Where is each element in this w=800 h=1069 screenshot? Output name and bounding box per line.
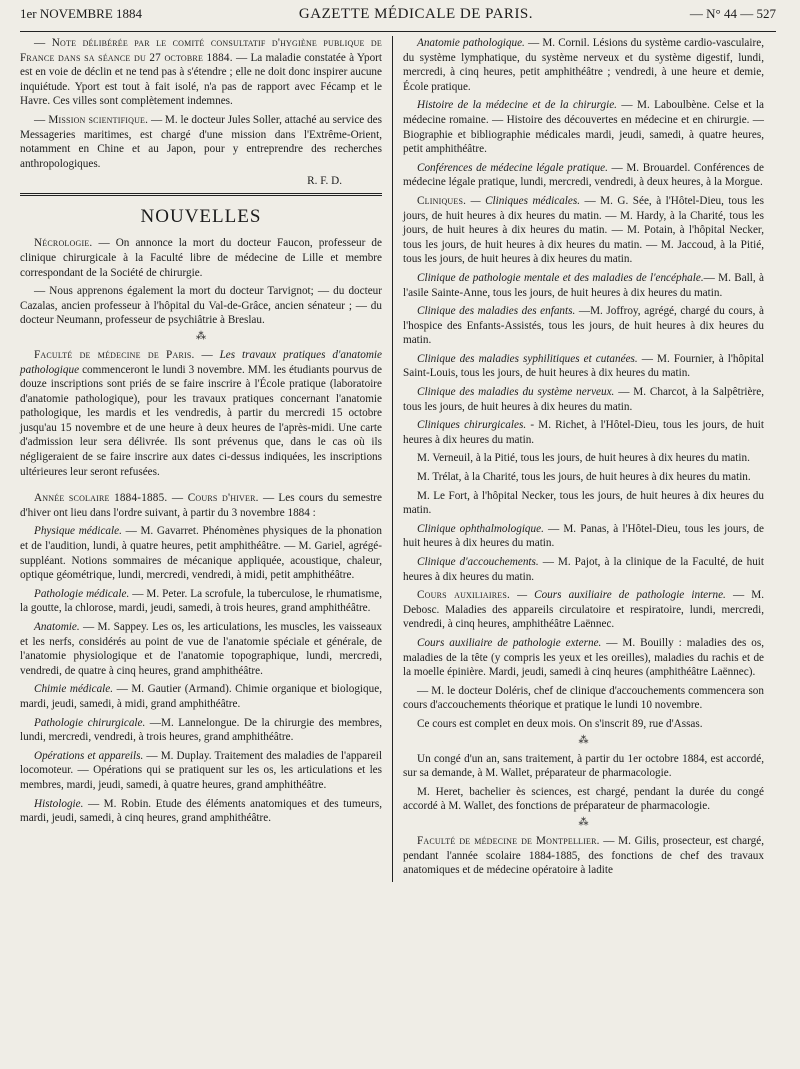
clinic-name: Clinique des maladies syphilitiques et cutanées. xyxy=(417,352,638,365)
clinic-name: Clinique d'accouchements. xyxy=(417,556,539,568)
course-complete-paragraph: Ce cours est complet en deux mois. On s'inscrit 89, rue d'Assas. xyxy=(417,717,703,730)
course-name: Anatomie pathologique. xyxy=(417,37,525,49)
doleris-paragraph: — M. le docteur Doléris, chef de clinique d'accouchements commencera son cours d'accouchements théorique et pratique le lundi 10 novembre. xyxy=(403,684,764,712)
note-lead: — Note délibérée par le comité consultatif d'hygiène publique de France dans sa séance du 27 octobre 1884. xyxy=(20,37,382,64)
course-name: Chimie médicale. xyxy=(34,683,114,696)
course-name: Pathologie médicale. xyxy=(34,587,130,600)
clinic-text: — M. Pajot, à la clinique de la Faculté, de huit heures à dix heures du matin. xyxy=(403,556,765,583)
auxiliary-lead: Cours auxiliaires. xyxy=(417,589,510,602)
course-text: —M. Lannelongue. De la chirurgie des membres, lundi, mercredi, vendredi, à trois heures, grand amphithéâtre. xyxy=(20,716,382,744)
cliniques-lead: Cliniques. xyxy=(417,194,467,207)
clinic-item xyxy=(403,418,764,447)
school-year-text: — Les cours du semestre d'hiver ont lieu dans l'ordre suivant, à partir du 3 novembre 1884 : xyxy=(20,492,382,519)
clinic-text: — M. Ball, à l'asile Sainte-Anne, tous les jours, de huit heures à dix heures du matin. xyxy=(403,271,764,299)
course-text: — M. Peter. La scrofule, la tuberculose, le rhumatisme, la goutte, la chlorose, mardi, jeudi, samedi, à trois heures, grand amphithéâtre. xyxy=(20,587,382,615)
clinic-name: Clinique ophthalmologique. xyxy=(417,522,544,535)
course-item xyxy=(403,36,764,94)
note-paragraph xyxy=(20,36,382,109)
surgeon-item: M. Trélat, à la Charité, tous les jours, de huit heures à dix heures du matin. xyxy=(417,471,751,484)
faculty-paris-italic: Les travaux pratiques d'anatomie pathologique xyxy=(20,348,382,376)
page-header xyxy=(20,6,776,32)
columns xyxy=(20,36,776,882)
clinic-item xyxy=(403,352,764,381)
course-name: Opérations et appareils. xyxy=(34,749,144,762)
course-name: Histoire de la médecine et de la chirurgie. xyxy=(417,99,617,112)
necrology-paragraph xyxy=(20,236,382,280)
faculty-paris-dash: — xyxy=(194,348,220,361)
course-text: — M. Robin. Etude des éléments anatomiques et des tumeurs, mardi, jeudi, samedi, à cinq heures, grand amphithéâtre. xyxy=(20,797,382,825)
clinic-item xyxy=(403,555,764,584)
course-item xyxy=(20,797,382,826)
header-title: GAZETTE MÉDICALE DE PARIS. xyxy=(298,6,534,22)
cliniques-text: — M. G. Sée, à l'Hôtel-Dieu, tous les jours, de huit heures à dix heures du matin. — M. Hardy, à la Charité, tous les jours, de huit heures à dix heures du matin. — M. Potain, à l'hôpital Necker, tous les jours, de huit heures à dix heures du matin. — M. Jaccoud, à la Pitié, tous les jours, de huit heures à dix heures du matin. xyxy=(403,194,764,266)
course-name: Histologie. xyxy=(34,797,84,810)
external-pathology-paragraph xyxy=(403,636,764,680)
clinic-name: Clinique des maladies des enfants. xyxy=(417,305,576,318)
course-text: — M. Brouardel. Conférences de médecine légale pratique, lundi, mercredi, vendredi, à deux heures, à la Morgue. xyxy=(403,161,764,189)
clinic-name: Cliniques chirurgicales. xyxy=(417,419,527,432)
mission-lead: — Mission scientifique. xyxy=(34,113,149,126)
clinic-text: — M. Panas, à l'Hôtel-Dieu, tous les jours, de huit heures à dix heures du matin. xyxy=(403,522,764,550)
mission-text: — M. le docteur Jules Soller, attaché au service des Messageries maritimes, est chargé d'une mission dans l'Extrême-Orient, notamment en Chine et au Japon, pour y entreprendre des recherches anthropologiques. xyxy=(20,113,382,170)
left-column xyxy=(20,36,392,882)
course-name: Conférences de médecine légale pratique. xyxy=(417,161,608,174)
clinic-item xyxy=(403,304,764,348)
clinic-name: Clinique des maladies du système nerveux. xyxy=(417,386,615,399)
surgeon-item: M. Verneuil, à la Pitié, tous les jours, de huit heures à dix heures du matin. xyxy=(417,452,750,465)
necrology-paragraph-2: — Nous apprenons également la mort du docteur Tarvignot; — du docteur Cazalas, ancien professeur à l'hôpital du Val-de-Grâce, ancien sénateur ; — du docteur Neumann, professeur de psychiâtrie à Breslau. xyxy=(20,285,382,327)
necrology-text: — On annonce la mort du docteur Faucon, professeur de clinique chirurgicale à la Faculté libre de médecine de Lille et membre correspondant de la Société de chirurgie. xyxy=(20,237,382,279)
course-item xyxy=(20,620,382,678)
faculty-paris-text: commenceront le lundi 3 novembre. MM. les étudiants pourvus de douze inscriptions sont priés de se faire inscrire à l'École pratique (laboratoire d'anatomie pathologique), pour les travaux pratiques concernant l'anatomie pathologique, les mardis et les vendredis, à partir du mercredi 15 octobre jusqu'au 15 novembre et de une heure à deux heures de l'après-midi. Une carte d'admission leur sera délivrée. Ils sont prévenus que, dans le cas où ils négligeraient de se faire inscrire aux dates ci-dessus indiquées, les inscriptions ultérieures leur seront refusées. xyxy=(20,363,382,478)
mission-paragraph xyxy=(20,113,382,171)
surgeon-item: M. Le Fort, à l'hôpital Necker, tous les jours, de huit heures à dix heures du matin. xyxy=(403,489,764,517)
external-pathology-italic: Cours auxiliaire de pathologie externe. xyxy=(417,636,602,649)
course-item xyxy=(20,716,382,745)
auxiliary-paragraph xyxy=(403,588,764,632)
faculty-paris-paragraph xyxy=(20,348,382,479)
school-year-paragraph xyxy=(20,491,382,520)
faculty-paris-lead: Faculté de médecine de Paris. xyxy=(34,348,195,361)
clinic-item xyxy=(403,271,764,300)
course-item xyxy=(20,587,382,616)
course-text: — M. Laboulbène. Celse et la médecine romaine. — Histoire des découvertes en médecine et en chirurgie. — Biographie et bibliographie médicales mardi, jeudi, samedi, à quatre heures, petit amphithéâtre. xyxy=(403,99,764,156)
auxiliary-italic: — Cours auxiliaire de pathologie interne. xyxy=(509,589,726,602)
necrology-lead: Nécrologie. xyxy=(34,237,93,250)
section-title: NOUVELLES xyxy=(140,206,262,228)
montpellier-lead: Faculté de médecine de Montpellier. xyxy=(417,834,600,847)
note-text: — La maladie constatée à Yport est en voie de déclin et ne tend pas à s'étendre ; elle ne doit donc inspirer aucune inquiétude. Yport est tout à fait isolé, n'a pas de rapport avec Fécamp et le Havre. Ces villes sont complètement indemnes. xyxy=(20,51,382,108)
course-item xyxy=(20,524,382,582)
course-text: — M. Gautier (Armand). Chimie organique et biologique, mardi, jeudi, samedi, à midi, grand amphithéâtre. xyxy=(20,683,382,710)
cliniques-italic: — Cliniques médicales. xyxy=(466,194,580,207)
montpellier-paragraph xyxy=(403,834,764,878)
section-divider xyxy=(20,193,382,196)
course-text: — M. Sappey. Les os, les articulations, les muscles, les vaisseaux et les nerfs, considérés au point de vue de l'anatomie spéciale et générale, de l'anatomie physiologique et de l'anatomie topographique, lundi, mercredi, vendredi, de quatre à cinq heures, grand amphithéâtre. xyxy=(20,621,382,677)
header-page-number: — N° 44 — 527 xyxy=(689,6,776,21)
clinic-name: Clinique de pathologie mentale et des maladies de l'encéphale. xyxy=(417,271,704,284)
header-date: 1er NOVEMBRE 1884 xyxy=(20,6,143,21)
asterism: ⁂ xyxy=(578,816,589,828)
course-item xyxy=(403,98,764,156)
external-pathology-text: — M. Bouilly : maladies des os, maladies de la tête (y compris les yeux et les oreilles), maladies du rachis et de la moelle épinière. Mardi, jeudi, samedi à cinq heures (amphithéâtre Laënnec). xyxy=(403,636,764,679)
clinic-text: —M. Joffroy, agrégé, chargé du cours, à l'hospice des Enfants-Assistés, tous les jours, de huit heures à dix heures du matin. xyxy=(403,305,764,347)
course-item xyxy=(20,682,382,711)
course-text: — M. Duplay. Traitement des maladies de l'appareil locomoteur. — Opérations qui se pratiquent sur les os, les articulations et les membres, mardi, jeudi, samedi, à quatre heures, grand amphithéâtre. xyxy=(20,749,382,791)
course-item xyxy=(20,749,382,793)
clinic-text: — M. Fournier, à l'hôpital Saint-Louis, tous les jours, de huit heures à dix heures du matin. xyxy=(403,352,764,380)
signature: R. F. D. xyxy=(307,175,342,188)
clinic-text: — M. Charcot, à la Salpêtrière, tous les jours, de huit heures à dix heures du matin. xyxy=(403,386,764,413)
clinic-item xyxy=(403,522,764,551)
auxiliary-text: — M. Debosc. Maladies des appareils circulatoire et respiratoire, lundi, mercredi, vendredi, à cinq heures, amphithéâtre Laënnec. xyxy=(403,589,764,631)
asterism: ⁂ xyxy=(196,330,206,342)
course-name: Pathologie chirurgicale. xyxy=(34,716,146,729)
course-text: — M. Cornil. Lésions du système cardio-vasculaire, du système lymphatique, du système nerveux et du système digestif, lundi, mercredi, à cinq heures, petit amphithéâtre ; vendredi, à une heure et demie, École pratique. xyxy=(403,37,764,93)
course-name: Anatomie. xyxy=(34,621,80,633)
course-item xyxy=(403,161,764,190)
school-year-lead: Année scolaire 1884-1885. — Cours d'hiver. xyxy=(34,492,259,505)
asterism: ⁂ xyxy=(578,734,589,746)
cliniques-paragraph xyxy=(403,194,764,267)
heret-paragraph: M. Heret, bachelier ès sciences, est chargé, pendant la durée du congé accordé à M. Wallet, des fonctions de préparateur de pharmacologie. xyxy=(403,785,764,813)
montpellier-text: — M. Gilis, prosecteur, est chargé, pendant l'année scolaire 1884-1885, des fonctions de chef des travaux anatomiques et de médecine opératoire à ladite xyxy=(403,834,764,877)
leave-paragraph: Un congé d'un an, sans traitement, à partir du 1er octobre 1884, est accordé, sur sa demande, à M. Wallet, préparateur de pharmacologie. xyxy=(403,752,764,780)
clinic-item xyxy=(403,385,764,414)
course-name: Physique médicale. xyxy=(34,525,122,538)
right-column xyxy=(392,36,764,882)
course-text: — M. Gavarret. Phénomènes physiques de la phonation et de l'audition, lundi, à quatre heures, petit amphithéâtre. — M. Gariel, agrégé-suppléant. Notions sommaires de mécanique appliquée, acoustique, chaleur, optique géométrique, lundi, mercredi, vendredi, à midi, petit amphithéâtre. xyxy=(20,525,382,582)
clinic-text: - M. Richet, à l'Hôtel-Dieu, tous les jours, de huit heures à dix heures du matin. xyxy=(403,419,764,446)
